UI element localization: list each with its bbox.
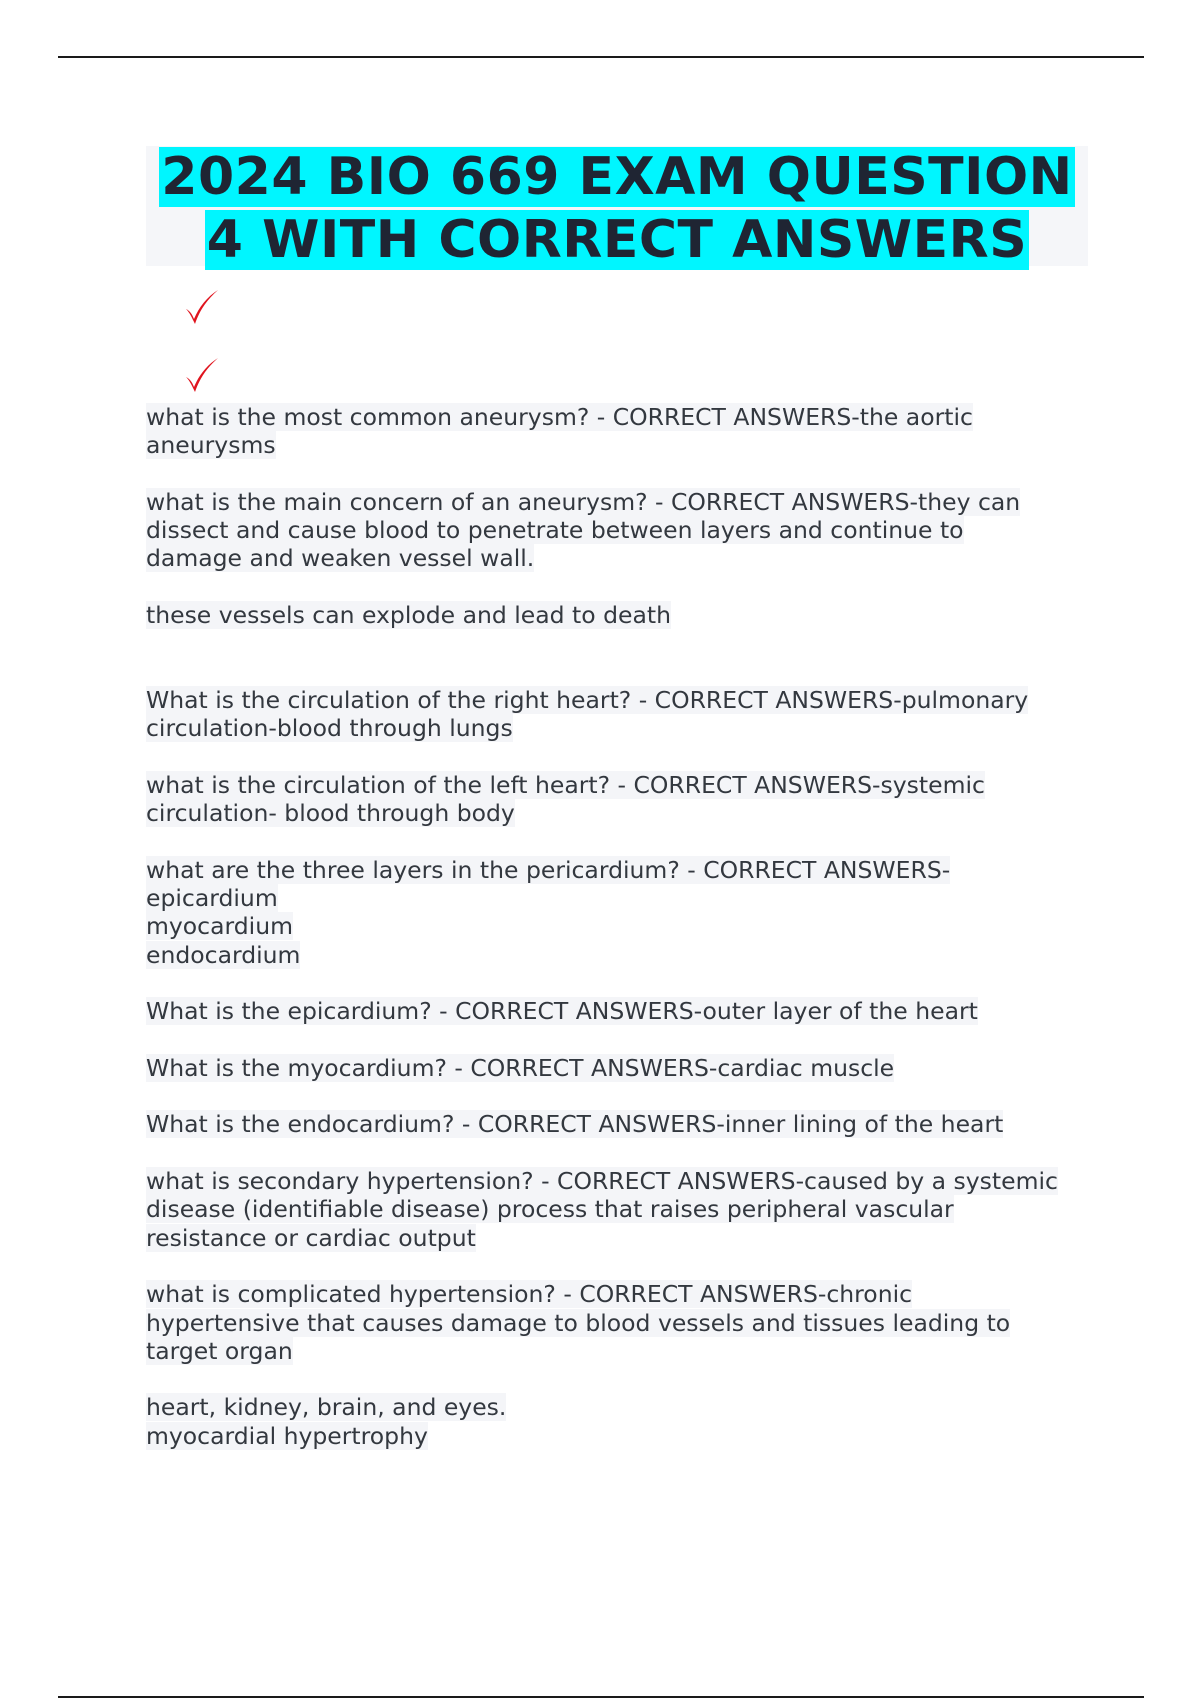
qa-entry: what is the circulation of the left heart? - CORRECT ANSWERS-systemic circulation- blood through body — [146, 770, 985, 828]
qa-entry: heart, kidney, brain, and eyes. myocardial hypertrophy — [146, 1393, 507, 1450]
qa-entry: what is complicated hypertension? - CORRECT ANSWERS-chronic hypertensive that causes damage to blood vessels and tissues leading to target organ — [146, 1280, 1011, 1365]
qa-entry: these vessels can explode and lead to death — [146, 601, 671, 630]
page-title — [146, 146, 1088, 272]
qa-entry: what are the three layers in the pericardium? - CORRECT ANSWERS- epicardium myocardium endocardium — [146, 855, 951, 969]
qa-entry: what is the most common aneurysm? - CORRECT ANSWERS-the aortic aneurysms — [146, 403, 973, 460]
qa-entry: what is the main concern of an aneurysm? - CORRECT ANSWERS-they can dissect and cause blood to penetrate between layers and continue to damage and weaken vessel wall. — [146, 487, 1021, 573]
qa-entry: what is secondary hypertension? - CORRECT ANSWERS-caused by a systemic disease (identifiable disease) process that raises peripheral vascular resistance or cardiac output — [146, 1167, 1058, 1252]
qa-entry: What is the myocardium? - CORRECT ANSWERS-cardiac muscle — [146, 1053, 895, 1082]
checkmark-icon — [182, 287, 222, 327]
qa-list — [146, 403, 1096, 1478]
checkmark-icon — [182, 355, 222, 395]
title-block — [146, 146, 1088, 270]
qa-entry: What is the circulation of the right heart? - CORRECT ANSWERS-pulmonary circulation-blood through lungs — [146, 685, 1029, 743]
qa-entry: What is the endocardium? - CORRECT ANSWERS-inner lining of the heart — [146, 1110, 1004, 1139]
top-divider — [58, 56, 1144, 58]
title-line-1: 2024 BIO 669 EXAM QUESTION — [161, 147, 1073, 207]
bottom-divider — [58, 1696, 1144, 1698]
title-line-2: 4 WITH CORRECT ANSWERS — [206, 210, 1028, 270]
qa-entry: What is the epicardium? - CORRECT ANSWERS-outer layer of the heart — [146, 997, 978, 1026]
